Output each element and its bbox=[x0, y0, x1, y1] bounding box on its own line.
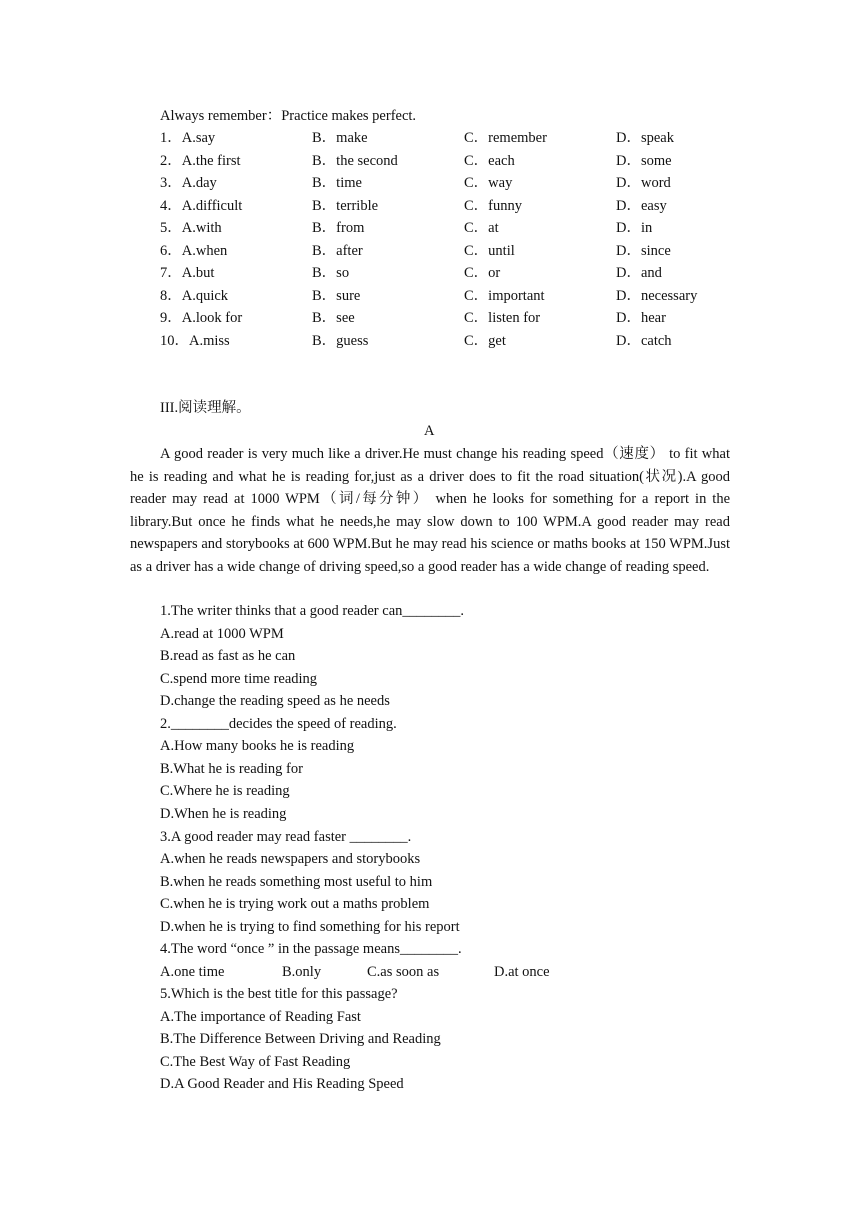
question-4-option-b: B.only bbox=[282, 964, 322, 980]
option-c: C．way bbox=[464, 175, 513, 191]
option-d: D．hear bbox=[616, 310, 666, 326]
question-1-option-c: C.spend more time reading bbox=[160, 671, 318, 687]
option-b: B．the second bbox=[312, 153, 398, 169]
option-c: C．get bbox=[464, 333, 506, 349]
option-c: C．until bbox=[464, 243, 515, 259]
option-d: D．some bbox=[616, 153, 672, 169]
option-d: D．easy bbox=[616, 198, 667, 214]
question-3-option-b: B.when he reads something most useful to him bbox=[160, 874, 433, 890]
question-2-stem: 2.________decides the speed of reading. bbox=[160, 716, 397, 732]
question-4-option-d: D.at once bbox=[494, 964, 550, 980]
option-b: B．from bbox=[312, 220, 365, 236]
question-1-option-b: B.read as fast as he can bbox=[160, 648, 296, 664]
option-c: C．each bbox=[464, 153, 515, 169]
option-b: B．terrible bbox=[312, 198, 379, 214]
question-1-option-a: A.read at 1000 WPM bbox=[160, 626, 284, 642]
option-a: 9．A.look for bbox=[160, 310, 243, 326]
option-d: D．since bbox=[616, 243, 671, 259]
question-2-option-a: A.How many books he is reading bbox=[160, 738, 355, 754]
question-2-option-c: C.Where he is reading bbox=[160, 783, 290, 799]
option-d: D．catch bbox=[616, 333, 672, 349]
question-5-option-d: D.A Good Reader and His Reading Speed bbox=[160, 1076, 404, 1092]
option-b: B．see bbox=[312, 310, 355, 326]
option-b: B．so bbox=[312, 265, 350, 281]
question-3-option-c: C.when he is trying work out a maths problem bbox=[160, 896, 430, 912]
question-2-option-b: B.What he is reading for bbox=[160, 761, 303, 777]
option-a: 1．A.say bbox=[160, 130, 216, 146]
option-b: B．time bbox=[312, 175, 362, 191]
question-2-option-d: D.When he is reading bbox=[160, 806, 287, 822]
option-a: 5．A.with bbox=[160, 220, 222, 236]
option-a: 8．A.quick bbox=[160, 288, 229, 304]
question-1-stem: 1.The writer thinks that a good reader can________. bbox=[160, 603, 465, 619]
option-a: 4．A.difficult bbox=[160, 198, 243, 214]
option-d: D．and bbox=[616, 265, 662, 281]
option-a: 7．A.but bbox=[160, 265, 215, 281]
option-a: 10．A.miss bbox=[160, 333, 230, 349]
section-title: III.阅读理解。 bbox=[160, 400, 251, 416]
question-5-option-a: A.The importance of Reading Fast bbox=[160, 1009, 361, 1025]
option-d: D．speak bbox=[616, 130, 674, 146]
question-3-option-a: A.when he reads newspapers and storybooks bbox=[160, 851, 421, 867]
option-d: D．word bbox=[616, 175, 671, 191]
question-5-option-b: B.The Difference Between Driving and Reading bbox=[160, 1031, 441, 1047]
question-5-option-c: C.The Best Way of Fast Reading bbox=[160, 1054, 351, 1070]
option-d: D．in bbox=[616, 220, 653, 236]
option-d: D．necessary bbox=[616, 288, 698, 304]
option-c: C．remember bbox=[464, 130, 547, 146]
option-c: C．important bbox=[464, 288, 545, 304]
question-3-stem: 3.A good reader may read faster ________. bbox=[160, 829, 412, 845]
top-line: Always remember：Practice makes perfect. bbox=[160, 108, 417, 124]
question-4-option-a: A.one time bbox=[160, 964, 225, 980]
option-a: 6．A.when bbox=[160, 243, 228, 259]
question-4-option-c: C.as soon as bbox=[367, 964, 440, 980]
question-5-stem: 5.Which is the best title for this passage? bbox=[160, 986, 398, 1002]
option-b: B．sure bbox=[312, 288, 361, 304]
option-a: 2．A.the first bbox=[160, 153, 241, 169]
option-c: C．funny bbox=[464, 198, 522, 214]
question-4-options bbox=[160, 962, 760, 982]
option-b: B．make bbox=[312, 130, 368, 146]
question-4-stem: 4.The word “once ” in the passage means________. bbox=[160, 941, 462, 957]
option-c: C．or bbox=[464, 265, 501, 281]
option-b: B．after bbox=[312, 243, 363, 259]
reading-passage: A good reader is very much like a driver.He must change his reading speed（速度） to fit what he is reading and what he is reading for,just as a driver does to fit the road situation(状况).A good reader may read at 1000 WPM（词/每分钟） when he looks for something for a report in the library.But once he finds what he needs,he may slow down to 100 WPM.A good reader may read newspapers and storybooks at 600 WPM.But he may read his science or maths books at 150 WPM.Just as a driver has a wide change of driving speed,so a good reader has a wide change of reading speed. bbox=[130, 446, 730, 575]
option-a: 3．A.day bbox=[160, 175, 217, 191]
option-c: C．at bbox=[464, 220, 499, 236]
option-c: C．listen for bbox=[464, 310, 541, 326]
option-b: B．guess bbox=[312, 333, 369, 349]
question-1-option-d: D.change the reading speed as he needs bbox=[160, 693, 390, 709]
passage-label: A bbox=[424, 423, 435, 439]
question-3-option-d: D.when he is trying to find something for his report bbox=[160, 919, 460, 935]
